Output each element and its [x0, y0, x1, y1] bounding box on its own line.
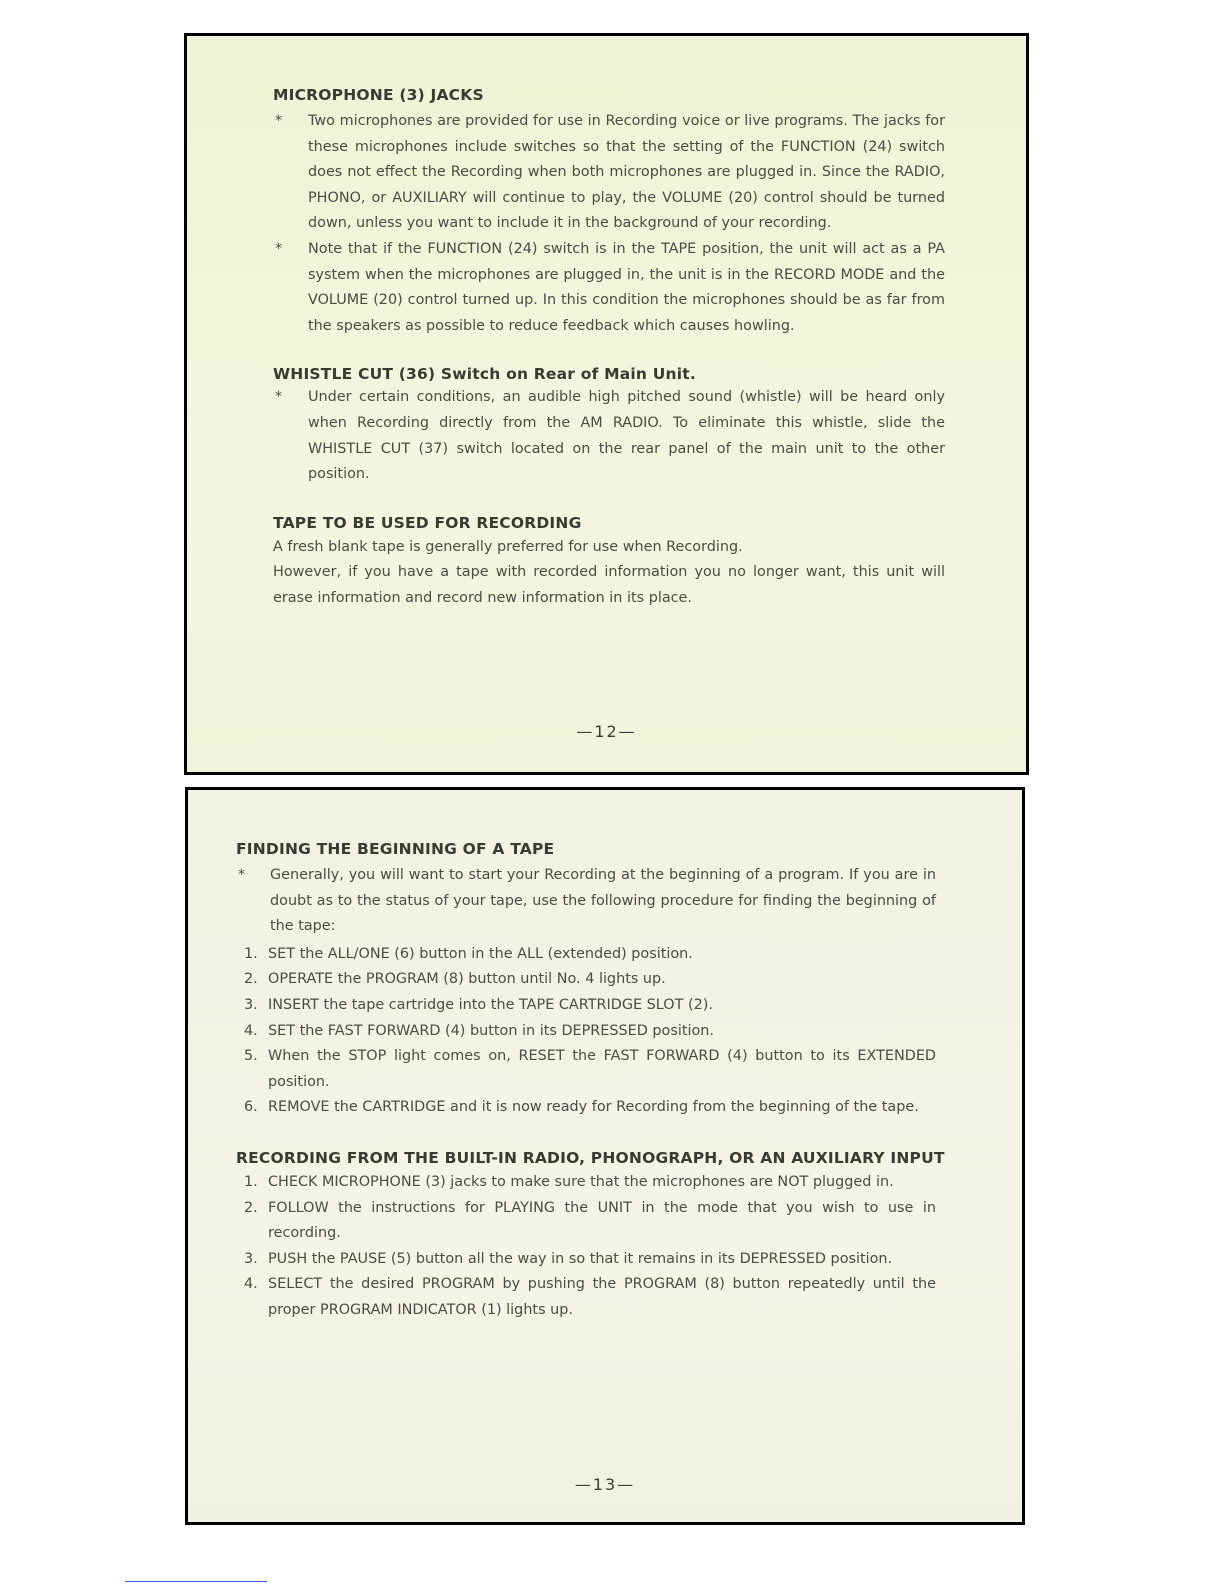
step-number: 4. — [244, 1276, 258, 1293]
step-text: SET the FAST FORWARD (4) button in its DEPRESSED position. — [268, 1022, 714, 1039]
step-number: 5. — [244, 1048, 258, 1065]
bullet-item — [236, 863, 936, 940]
section-whistle-cut — [273, 365, 945, 487]
step-number: 2. — [244, 1199, 258, 1216]
section-finding-beginning — [236, 840, 936, 1121]
bullet-item — [273, 237, 945, 339]
section-heading: RECORDING FROM THE BUILT-IN RADIO, PHONOGRAPH, OR AN AUXILIARY INPUT — [236, 1148, 945, 1167]
step-text: REMOVE the CARTRIDGE and it is now ready for Recording from the beginning of the tape. — [268, 1099, 919, 1116]
manual-page-12 — [184, 33, 1029, 775]
bullet-item — [273, 385, 945, 487]
step-number: 3. — [244, 996, 258, 1013]
bullet-star: * — [238, 867, 246, 883]
section-tape-for-recording — [273, 514, 945, 612]
list-item — [236, 1196, 936, 1247]
bullet-text: Note that if the FUNCTION (24) switch is in the TAPE position, the unit will act as a PA system when the microphones are plugged in, the unit is in the RECORD MODE and the VOLUME (20) control turned up. In this condition the microphones should be as far from the speakers as possible to reduce feedback which causes howling. — [308, 240, 945, 334]
page-number: —13— — [574, 1475, 636, 1494]
manual-page-13 — [185, 787, 1025, 1525]
bullet-star: * — [275, 113, 283, 129]
list-item — [236, 942, 936, 968]
bullet-text: Two microphones are provided for use in Recording voice or live programs. The jacks for these microphones include switches so that the setting of the FUNCTION (24) switch does not effect the Recording when both microphones are plugged in. Since the RADIO, PHONO, or AUXILIARY will continue to play, the VOLUME (20) control should be turned down, unless you want to include it in the background of your recording. — [308, 113, 945, 232]
list-item — [236, 1170, 936, 1196]
step-number: 2. — [244, 971, 258, 988]
list-item — [236, 1019, 936, 1045]
list-item — [236, 993, 936, 1019]
bullet-item — [273, 109, 945, 237]
step-text: SET the ALL/ONE (6) button in the ALL (extended) position. — [268, 945, 693, 962]
section-microphone-jacks — [273, 86, 945, 339]
list-item — [236, 1095, 936, 1121]
bullet-star: * — [275, 240, 283, 257]
paragraph: A fresh blank tape is generally preferred for use when Recording. — [273, 538, 743, 555]
step-text: FOLLOW the instructions for PLAYING the UNIT in the mode that you wish to use in recording. — [268, 1199, 936, 1242]
section-heading: WHISTLE CUT (36) Switch on Rear of Main Unit. — [273, 365, 696, 384]
section-recording-from-radio — [236, 1148, 945, 1324]
bullet-text: Generally, you will want to start your Recording at the beginning of a program. If you are in doubt as to the status of your tape, use the following procedure for finding the beginning of the tape: — [270, 867, 936, 935]
steps-list — [236, 942, 936, 1121]
step-text: CHECK MICROPHONE (3) jacks to make sure that the microphones are NOT plugged in. — [268, 1173, 894, 1190]
page-13-content — [236, 840, 945, 1350]
bullet-star: * — [275, 389, 283, 406]
footer-link-underline — [125, 1581, 267, 1582]
step-text: OPERATE the PROGRAM (8) button until No. 4 lights up. — [268, 971, 666, 988]
step-number: 6. — [244, 1099, 258, 1116]
step-text: INSERT the tape cartridge into the TAPE CARTRIDGE SLOT (2). — [268, 996, 713, 1013]
section-heading: FINDING THE BEGINNING OF A TAPE — [236, 840, 555, 858]
bullet-text: Under certain conditions, an audible high pitched sound (whistle) will be heard only when Recording directly from the AM RADIO. To eliminate this whistle, slide the WHISTLE CUT (37) switch located on the rear panel of the main unit to the other position. — [308, 389, 945, 483]
section-heading: MICROPHONE (3) JACKS — [273, 86, 484, 104]
step-text: SELECT the desired PROGRAM by pushing the PROGRAM (8) button repeatedly until the proper PROGRAM INDICATOR (1) lights up. — [268, 1276, 936, 1318]
list-item — [236, 967, 936, 993]
step-number: 1. — [244, 1173, 258, 1190]
list-item — [236, 1272, 936, 1323]
paragraph: However, if you have a tape with recorded information you no longer want, this unit will erase information and record new information in its place. — [273, 564, 945, 606]
step-number: 1. — [244, 945, 258, 962]
step-text: When the STOP light comes on, RESET the FAST FORWARD (4) button to its EXTENDED position. — [268, 1048, 936, 1090]
step-text: PUSH the PAUSE (5) button all the way in so that it remains in its DEPRESSED position. — [268, 1250, 893, 1267]
page-number: —12— — [576, 722, 637, 741]
step-number: 3. — [244, 1250, 258, 1267]
step-number: 4. — [244, 1022, 258, 1039]
page-12-content — [273, 86, 945, 638]
section-heading: TAPE TO BE USED FOR RECORDING — [273, 513, 582, 532]
list-item — [236, 1044, 936, 1095]
list-item — [236, 1247, 936, 1273]
steps-list — [236, 1170, 936, 1324]
